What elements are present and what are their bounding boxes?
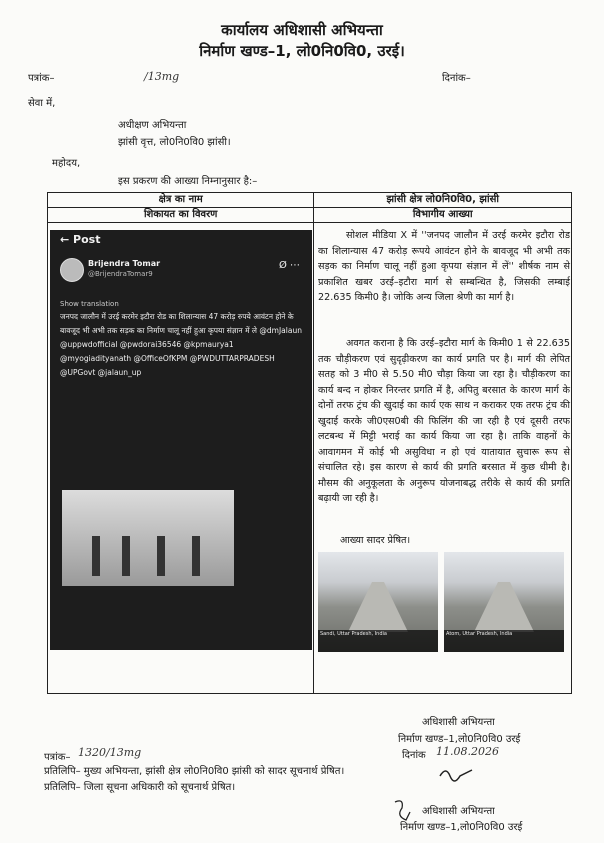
site-photo-2: [444, 552, 564, 652]
patrank-label: पत्रांक–: [28, 73, 55, 84]
col1-subheader: शिकायत का विवरण: [48, 208, 314, 223]
signatory1-date-label: दिनांक: [402, 750, 426, 761]
col2-header: झांसी क्षेत्र लो0नि0वि0, झांसी: [314, 193, 572, 208]
person-figure: [92, 536, 100, 576]
social-post-screenshot: [50, 230, 312, 650]
col1-header: क्षेत्र का नाम: [48, 193, 314, 208]
photo1-caption: Sandi, Uttar Pradesh, India: [318, 630, 438, 652]
patrank-value: /13mg: [144, 70, 180, 83]
signatory1-title: अधिशासी अभियन्ता: [422, 717, 495, 728]
post-text: जनपद जालौन में उरई करमेर इटौरा रोड का शिलान्यास 47 करोड़ रुपये आवंटन होने के बावजूद भी अभी तक सड़क का निर्माण चालू नहीं हुआ कृपया संज्ञान में ले @dmJalaun @uppwdofficial @pwdorai36546 @kpmaurya1 @myogiadityanath @OfficeOfKPM @PWDUTTARPRADESH @UPGovt @jalaun_up: [60, 312, 302, 377]
post-menu-icon: Ø ⋯: [278, 260, 300, 271]
dinank-label: दिनांक–: [442, 73, 471, 84]
signatory2-title: अधिशासी अभियन्ता: [422, 806, 495, 817]
col2-subheader: विभागीय आख्या: [314, 208, 572, 223]
office-title: कार्यालय अधिशासी अभियन्ता: [221, 21, 383, 39]
copy-line-1: प्रतिलिपि– मुख्य अभियन्ता, झांसी क्षेत्र लो0नि0वि0 झांसी को सादर सूचनार्थ प्रेषित।: [44, 766, 345, 777]
report-para2: अवगत कराना है कि उरई–इटौरा मार्ग के किमी0 1 से 22.635 तक चौड़ीकरण एवं सुदृढ़ीकरण का कार्य प्रगति पर है। मार्ग की लेपित सतह को 3 मी0 से 5.50 मी0 चौड़ा किया जा रहा है। चौड़ीकरण का कार्य बन्द न होकर निरन्तर प्रगति में है, अपितु बरसात के कारण मार्ग के दोनों तरफ ट्रंच की खुदाई का कार्य एक साथ न कराकर एक तरफ ट्रंच की खुदाई करके जी0एस0बी की फिलिंग की जा रही है एवं दूसरी तरफ लटबन्ध में मिट्टी भराई का कार्य किया जा रहा है। ताकि वाहनों के आवागमन में कोई भी असुविधा न हो एवं यातायात सुचारू रूप से संचालित रहे। इस कारण से कार्य की प्रगति बरसात में कुछ धीमी है। मौसम की अनुकूलता के अनुरूप योजनाबद्ध तरीके से कार्य की प्रगति बढ़ायी जा रही है।: [318, 338, 570, 504]
show-translation: Show translation: [60, 300, 119, 308]
salutation: महोदय,: [52, 158, 81, 169]
post-image: [62, 490, 234, 586]
report-para1: सोशल मीडिया X में ''जनपद जालौन में उरई करमेर इटौरा रोड का शिलान्यास 47 करोड़ रूपये आवंटन होने के बावजूद भी अभी तक सड़क का निर्माण चालू नहीं हुआ कृपया संज्ञान में लें'' शीर्षक नाम से प्रकाशित खबर उरई–इटौरा मार्ग से सम्बन्धित है, जिसकी लम्बाई 22.635 किमी0 है। जोकि अन्य जिला श्रेणी का मार्ग है।: [318, 230, 570, 303]
copies-patrank-label: पत्रांक–: [44, 752, 71, 763]
addressee-address: झांसी वृत्त, लो0नि0वि0 झांसी।: [118, 137, 231, 148]
site-photo-1: [318, 552, 438, 652]
signature-mark: [436, 762, 476, 786]
post-topbar: ← Post: [60, 233, 101, 246]
avatar: [60, 258, 84, 282]
person-figure: [157, 536, 165, 576]
road-shape: [474, 582, 534, 632]
signatory1-date-value: 11.08.2026: [436, 745, 499, 758]
signatory2-office: निर्माण खण्ड–1,लो0नि0वि0 उरई: [400, 822, 523, 833]
post-author-handle: @BrijendraTomar9: [88, 270, 153, 278]
person-figure: [122, 536, 130, 576]
person-figure: [192, 536, 200, 576]
office-subtitle: निर्माण खण्ड–1, लो0नि0वि0, उरई।: [199, 42, 405, 60]
road-shape: [348, 582, 408, 632]
addressee-title: अधीक्षण अभियन्ता: [118, 120, 187, 131]
seva-mein: सेवा में,: [28, 98, 56, 109]
post-author-name: Brijendra Tomar: [88, 259, 161, 268]
copies-patrank-value: 1320/13mg: [78, 746, 142, 759]
photo2-caption: Atom, Uttar Pradesh, India: [444, 630, 564, 652]
intro-text: इस प्रकरण की आख्या निम्नानुसार है:–: [118, 176, 258, 187]
copy-line-2: प्रतिलिपि– जिला सूचना अधिकारी को सूचनार्थ प्रेषित।: [44, 782, 236, 793]
aakhya-text: आख्या सादर प्रेषित।: [340, 535, 411, 546]
signatory1-office: निर्माण खण्ड–1,लो0नि0वि0 उरई: [398, 734, 521, 745]
